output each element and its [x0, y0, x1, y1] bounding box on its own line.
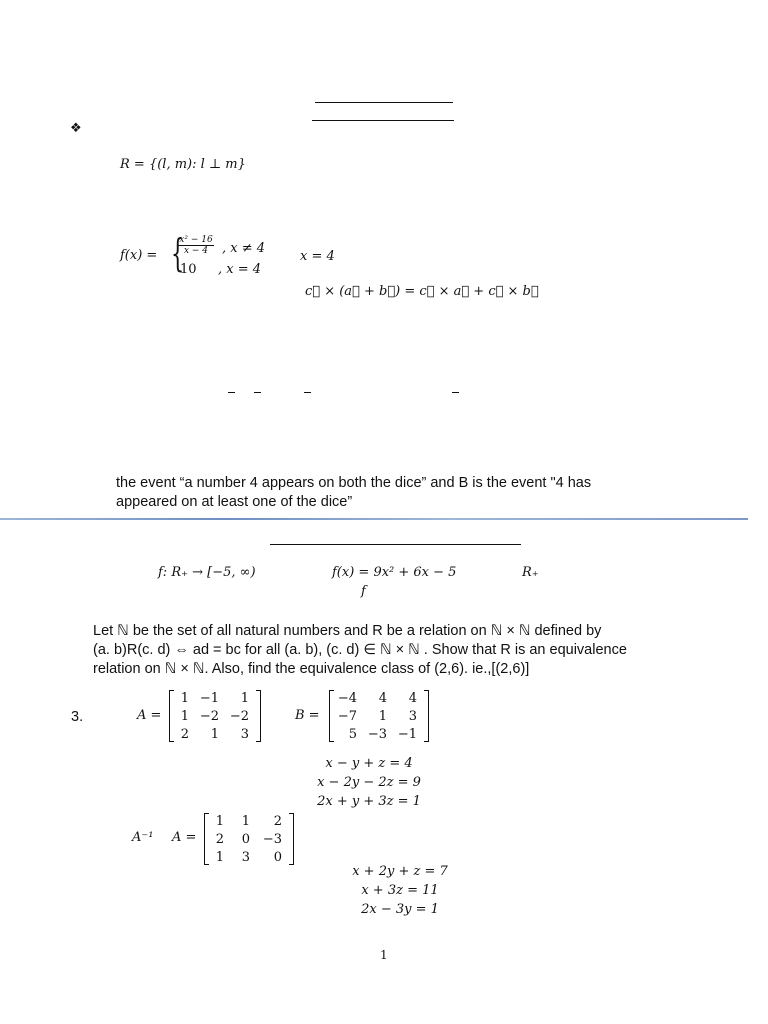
matrix-cell: 0 [273, 850, 282, 865]
relation-expression: R = {(l, m): l ⊥ m} [120, 157, 246, 172]
page-number: 1 [380, 948, 388, 962]
matrix-cell: −2 [229, 709, 249, 724]
function-symbol: f [361, 584, 366, 599]
system-2-eq-3: 2x − 3y = 1 [361, 902, 439, 917]
matrix-cell: 1 [215, 850, 224, 865]
equivalence-line-1: Let ℕ be the set of all natural numbers and R be a relation on ℕ × ℕ defined by [93, 623, 602, 639]
page-break-line [0, 518, 748, 520]
system-1-eq-2: x − 2y − 2z = 9 [317, 775, 421, 790]
fraction-numerator: x² − 16 [179, 235, 213, 245]
matrix-cell: −4 [337, 691, 357, 706]
matrix-a [169, 690, 261, 742]
matrix-a-label: A = [137, 708, 162, 723]
inverse-label: A⁻¹ [132, 830, 154, 845]
matrix-a2 [204, 813, 294, 865]
function-domain: R₊ [522, 565, 539, 580]
bullet-icon: ❖ [70, 121, 82, 136]
bracket-right [256, 690, 261, 742]
matrix-cell: 4 [408, 691, 417, 706]
matrix-cell: −3 [367, 727, 387, 742]
equivalence-line-2: (a. b)R(c. d) ⇔ ad = bc for all (a. b), (c. d) ∈ ℕ × ℕ . Show that R is an equivalence [93, 642, 627, 658]
bracket-right [289, 813, 294, 865]
piecewise-brace-icon: { [171, 231, 185, 275]
continuity-point: x = 4 [300, 249, 335, 264]
matrix-cell: 3 [241, 850, 250, 865]
matrix-cell: 0 [241, 832, 250, 847]
matrix-b [329, 690, 429, 742]
matrix-cell: −1 [397, 727, 417, 742]
matrix-cell: 1 [215, 814, 224, 829]
dice-text-line-2: appeared on at least one of the dice” [116, 494, 353, 510]
matrix-cell: 3 [408, 709, 417, 724]
system-1-eq-1: x − y + z = 4 [325, 756, 413, 771]
dash-mark [452, 392, 459, 393]
title-rule-top [315, 102, 453, 103]
dash-mark [228, 392, 235, 393]
matrix-cell: 1 [180, 709, 189, 724]
matrix-cell: 2 [180, 727, 189, 742]
section-rule [270, 544, 521, 545]
matrix-cell: −1 [199, 691, 219, 706]
bracket-left [169, 690, 174, 742]
matrix-cell: 1 [240, 691, 249, 706]
fraction-denominator: x − 4 [183, 246, 209, 256]
matrix-a2-label: A = [172, 830, 197, 845]
piecewise-fraction [178, 235, 214, 256]
matrix-cell: 1 [210, 727, 219, 742]
system-2-eq-1: x + 2y + z = 7 [352, 864, 448, 879]
matrix-cell: 1 [378, 709, 387, 724]
title-rule-bottom [312, 120, 454, 121]
bracket-left [204, 813, 209, 865]
matrix-cell: −7 [337, 709, 357, 724]
matrix-b-label: B = [295, 708, 320, 723]
matrix-cell: −3 [262, 832, 282, 847]
system-1-eq-3: 2x + y + 3z = 1 [317, 794, 421, 809]
piecewise-lhs: f(x) = [120, 248, 158, 263]
piecewise-function [120, 231, 280, 280]
equivalence-line-3: relation on ℕ × ℕ. Also, find the equivalence class of (2,6). ie.,[(2,6)] [93, 661, 530, 677]
matrix-cell: 1 [241, 814, 250, 829]
dash-mark [254, 392, 261, 393]
bracket-left [329, 690, 334, 742]
dice-text-line-1: the event “a number 4 appears on both the dice” and B is the event "4 has [116, 475, 592, 491]
question-number: 3. [71, 709, 84, 725]
matrix-cell: 5 [348, 727, 357, 742]
piecewise-condition-2: , x = 4 [218, 262, 262, 277]
function-map: f: R₊ → [−5, ∞) [158, 565, 256, 580]
matrix-cell: 2 [215, 832, 224, 847]
matrix-cell: 3 [240, 727, 249, 742]
dash-mark [304, 392, 311, 393]
function-definition: f(x) = 9x² + 6x − 5 [332, 565, 457, 580]
vector-identity: c⃗ × (a⃗ + b⃗) = c⃗ × a⃗ + c⃗ × b⃗ [305, 284, 539, 299]
bracket-right [424, 690, 429, 742]
piecewise-value-2: 10 [180, 262, 197, 277]
matrix-cell: 4 [378, 691, 387, 706]
system-2-eq-2: x + 3z = 11 [361, 883, 439, 898]
matrix-cell: 1 [180, 691, 189, 706]
matrix-cell: −2 [199, 709, 219, 724]
piecewise-condition-1: , x ≠ 4 [222, 241, 266, 256]
matrix-cell: 2 [273, 814, 282, 829]
